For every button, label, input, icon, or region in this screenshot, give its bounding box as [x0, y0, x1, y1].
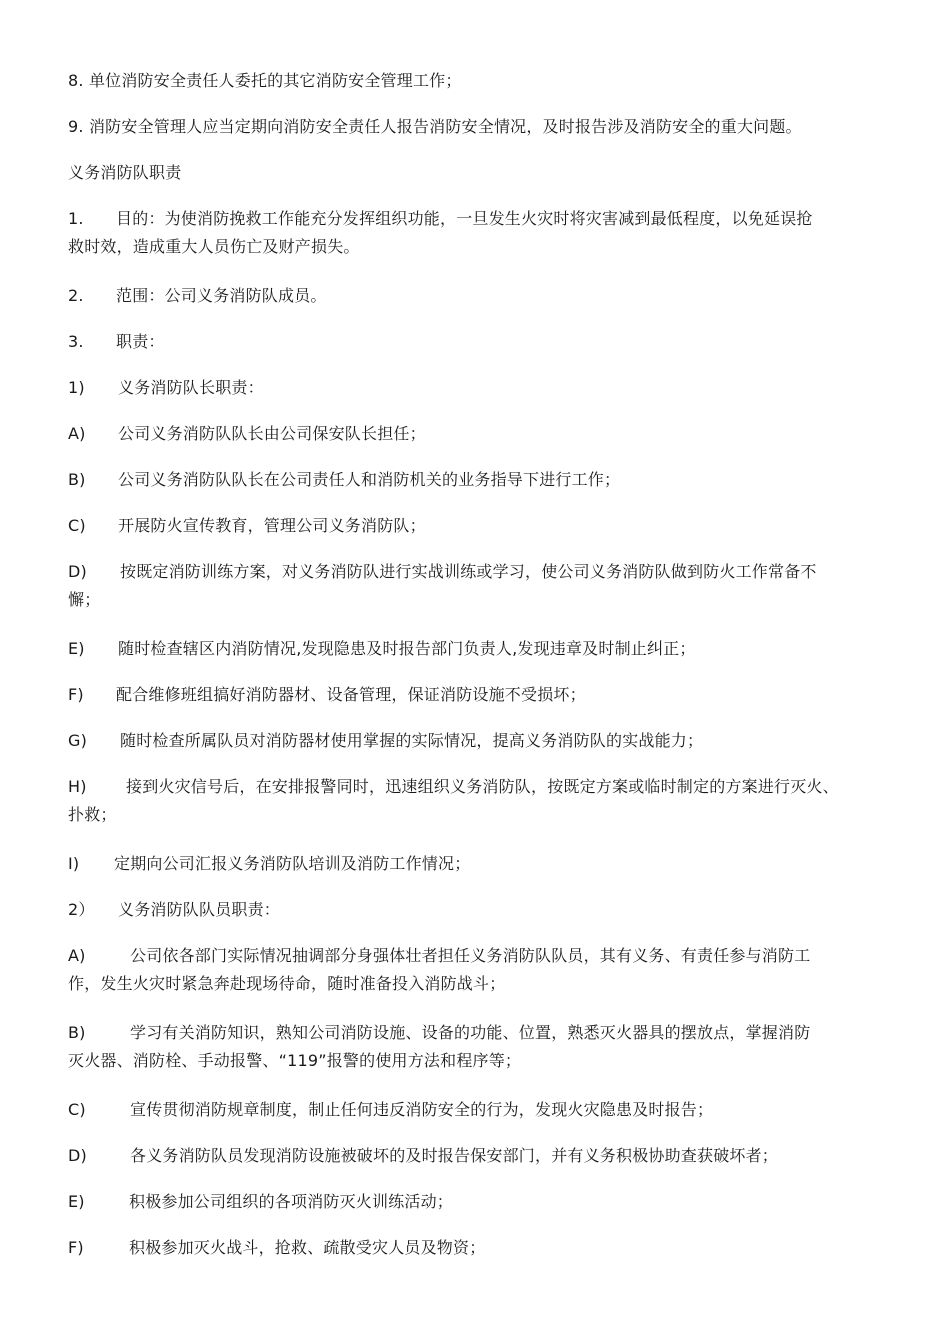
list-item — [68, 559, 817, 585]
list-marker: G) — [68, 731, 88, 750]
list-item-text: 公司依各部门实际情况抽调部分身强体壮者担任义务消防队队员，其有义务、有责任参与消防工 — [130, 946, 811, 965]
list-item — [68, 1143, 778, 1169]
list-marker: F) — [68, 685, 84, 704]
list-marker: B) — [68, 470, 86, 489]
list-item — [68, 682, 586, 708]
list-marker: D) — [68, 1146, 87, 1165]
list-marker: 1. — [68, 209, 84, 228]
list-item — [68, 1097, 713, 1123]
list-item-continuation — [68, 802, 117, 828]
list-item-text: 开展防火宣传教育，管理公司义务消防队； — [118, 516, 426, 535]
list-marker: C) — [68, 516, 86, 535]
list-item-text: 灭火器、消防栓、手动报警、“119”报警的使用方法和程序等； — [68, 1051, 522, 1070]
list-marker: F) — [68, 1238, 84, 1257]
paragraph-item-8 — [68, 68, 462, 94]
list-marker: 1) — [68, 378, 85, 397]
list-item-text: 义务消防队队员职责： — [118, 900, 281, 919]
list-item — [68, 943, 810, 969]
list-item-text: 接到火灾信号后，在安排报警同时，迅速组织义务消防队，按既定方案或临时制定的方案进行灭火、 — [126, 777, 839, 796]
list-marker: H) — [68, 777, 87, 796]
paragraph-text: 9. 消防安全管理人应当定期向消防安全责任人报告消防安全情况，及时报告涉及消防安全的重大问题。 — [68, 117, 802, 136]
list-marker: 2） — [68, 900, 95, 919]
list-item-text: 救时效，造成重大人员伤亡及财产损失。 — [68, 237, 360, 256]
list-item-text: 扑救； — [68, 805, 117, 824]
list-item-text: 各义务消防队员发现消防设施被破坏的及时报告保安部门，并有义务积极协助查获破坏者； — [130, 1146, 779, 1165]
section-heading-text: 义务消防队职责 — [68, 163, 182, 182]
list-item — [68, 1020, 810, 1046]
list-item-text: 目的：为使消防挽救工作能充分发挥组织功能，一旦发生火灾时将灾害减到最低程度，以免延误抢 — [116, 209, 813, 228]
list-item — [68, 421, 426, 447]
list-item-text: 定期向公司汇报义务消防队培训及消防工作情况； — [114, 854, 471, 873]
list-item-continuation — [68, 587, 100, 613]
list-item-text: 配合维修班组搞好消防器材、设备管理，保证消防设施不受损坏； — [116, 685, 586, 704]
list-marker: 2. — [68, 286, 84, 305]
list-item-continuation — [68, 971, 505, 997]
subsection-heading-captain — [68, 375, 264, 401]
list-item — [68, 851, 470, 877]
list-marker: E) — [68, 639, 85, 658]
list-item-text: 职责： — [116, 332, 165, 351]
list-item-scope — [68, 283, 327, 309]
list-marker: C) — [68, 1100, 86, 1119]
list-item-text: 随时检查辖区内消防情况,发现隐患及时报告部门负责人,发现违章及时制止纠正； — [118, 639, 696, 658]
section-heading — [68, 160, 181, 186]
list-item-text: 随时检查所属队员对消防器材使用掌握的实际情况，提高义务消防队的实战能力； — [120, 731, 704, 750]
list-marker: 3. — [68, 332, 84, 351]
list-marker: B) — [68, 1023, 86, 1042]
list-item-text: 义务消防队长职责： — [118, 378, 264, 397]
list-item — [68, 1235, 485, 1261]
list-item — [68, 636, 696, 662]
list-item-duties — [68, 329, 165, 355]
list-item-continuation — [68, 234, 360, 260]
list-item — [68, 467, 620, 493]
paragraph-item-9 — [68, 114, 802, 140]
subsection-heading-members — [68, 897, 280, 923]
list-item-text: 积极参加公司组织的各项消防灭火训练活动； — [129, 1192, 454, 1211]
list-item-text: 宣传贯彻消防规章制度，制止任何违反消防安全的行为，发现火灾隐患及时报告； — [130, 1100, 714, 1119]
list-item-text: 作，发生火灾时紧急奔赴现场待命，随时准备投入消防战斗； — [68, 974, 506, 993]
list-item-text: 范围：公司义务消防队成员。 — [116, 286, 327, 305]
list-item-text: 学习有关消防知识，熟知公司消防设施、设备的功能、位置，熟悉灭火器具的摆放点，掌握消防 — [130, 1023, 811, 1042]
list-marker: I) — [68, 854, 80, 873]
list-item — [68, 774, 839, 800]
list-item-continuation — [68, 1048, 521, 1074]
list-item-text: 积极参加灭火战斗，抢救、疏散受灾人员及物资； — [129, 1238, 486, 1257]
list-item — [68, 1189, 453, 1215]
list-item — [68, 513, 426, 539]
list-item-text: 公司义务消防队队长在公司责任人和消防机关的业务指导下进行工作； — [118, 470, 621, 489]
list-item-text: 按既定消防训练方案，对义务消防队进行实战训练或学习，使公司义务消防队做到防火工作常备不 — [120, 562, 817, 581]
list-marker: D) — [68, 562, 87, 581]
list-item-text: 公司义务消防队队长由公司保安队长担任； — [118, 424, 426, 443]
paragraph-text: 8. 单位消防安全责任人委托的其它消防安全管理工作； — [68, 71, 462, 90]
list-marker: A) — [68, 424, 86, 443]
list-marker: E) — [68, 1192, 85, 1211]
list-item-text: 懈； — [68, 590, 101, 609]
list-item — [68, 728, 703, 754]
list-item-purpose — [68, 206, 813, 232]
list-marker: A) — [68, 946, 86, 965]
